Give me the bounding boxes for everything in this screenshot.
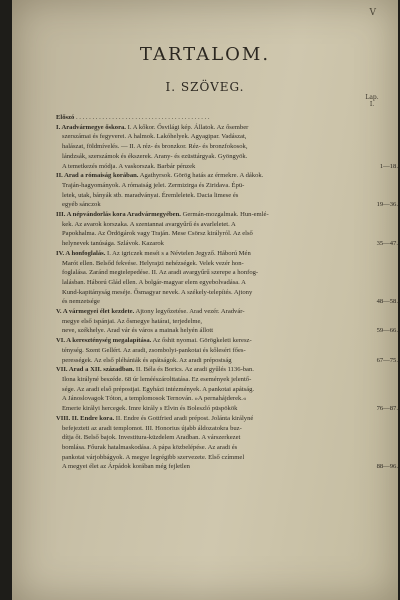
toc-entry-text: lalásban. Háború Glád ellen. A bolgár-magyar elem egyebolvadása. A — [62, 278, 246, 286]
toc-entry-text: és nemzetsége — [62, 298, 100, 306]
toc-entry-text: Kund-kapitányság meséje. Ősmagyar nevek. A székely-telepítés. Ajtony — [62, 288, 253, 296]
toc-entry-line — [56, 307, 356, 317]
toc-entry-text: letek, utak, bányák stb. maradványai. Éremleletek. Dacia limese és — [62, 191, 239, 199]
toc-entry-line — [56, 462, 356, 472]
toc-entry-line — [56, 181, 356, 191]
toc-entry — [56, 210, 398, 249]
toc-entry-label: VI. A kereszténység megalapítása. — [56, 337, 152, 345]
page-column-label: Lap. — [365, 94, 379, 101]
toc-entry-line — [56, 113, 356, 123]
toc-entry-text: Ilona királyné beszéde. 68 úr leméészárolttatása. Ez események jelentő- — [62, 375, 252, 383]
toc-entry — [56, 249, 398, 307]
toc-entry-line — [56, 346, 356, 356]
toc-entry-line — [56, 229, 356, 239]
toc-entry-line — [56, 220, 356, 230]
toc-entry-text: . . . . . . . . . . . . . . . . . . . . . . . . . . . . . . . . . . . . . . . . . — [75, 114, 210, 121]
toc-entry-line — [56, 123, 356, 133]
toc-entry-text: kek. Az avarok korszaka. A szentannai avargyűrű és avarleletet. A — [62, 220, 236, 228]
toc-entry-label: Előszó — [56, 114, 75, 121]
toc-entry-page: 19—36. — [376, 201, 398, 209]
toc-entry-text: A megyei élet az Árpádok korában még fejletlen — [62, 463, 190, 471]
page-number: V — [369, 8, 376, 18]
toc-entry-label: IV. A honfoglalás. — [56, 249, 106, 257]
toc-entry-line — [56, 453, 356, 463]
toc-entry-label: VIII. II. Endre kora. — [56, 414, 115, 422]
toc-entry-text: dítja őt. Belső bajok. Investitura-küzdelem Aradban. A várszerkezet — [62, 434, 241, 442]
toc-entry-line — [56, 326, 356, 336]
toc-entry-line — [56, 297, 356, 307]
toc-entry-page: 35—47. — [376, 240, 398, 248]
toc-entry-text: helynevek tanúsága. Szlávok. Kazarok — [62, 240, 164, 248]
toc-entry — [56, 171, 398, 210]
toc-entry-label: VII. Arad a XII. században. — [56, 366, 135, 374]
toc-entry-text: lándzsák, szerszámok és ékszerek. Arany- és ezüsttárgyak. Gyöngyök. — [62, 152, 248, 160]
toc-entry — [56, 414, 398, 472]
toc-entry-line — [56, 200, 356, 210]
toc-entry — [56, 365, 398, 414]
toc-entry-line — [56, 336, 356, 346]
toc-entry-text: pankotai várjobbágyok. A megye legrégibb szervezete. Első czímmel — [62, 453, 245, 461]
toc-entry-line — [56, 259, 356, 269]
toc-entry-line — [56, 191, 356, 201]
toc-entry-line — [56, 404, 356, 414]
toc-entry-text: A Jánoslovagok Tóton, a templomosok Ternován. »A pernahájderek.« — [62, 395, 247, 403]
toc-entry-line — [56, 249, 356, 259]
toc-entry-page: 76—87. — [376, 405, 398, 413]
book-page — [12, 0, 398, 600]
toc-entry-label: I. Aradvármegye őskora. — [56, 123, 126, 131]
toc-entry — [56, 113, 356, 123]
toc-entry-text: Marót ellen. Belsőd fekvése. Helyrajzi nehézségek. Velek vezér hon- — [62, 259, 244, 267]
toc-entry-text: Traján-hagyományok. A rómaiság jelei. Zermizirga és Ziridava. Épü- — [62, 181, 245, 189]
toc-entry — [56, 307, 398, 336]
toc-entry-text: ténység. Szent Gellért. Az aradi, zsombolyi-pankotai és kőleséri főes- — [62, 346, 246, 354]
toc-entry-line — [56, 365, 356, 375]
toc-entry-line — [56, 394, 356, 404]
toc-entry-text: bomlása. Főurak hatalmaskodása. A pápa közbelépése. Az aradi és — [62, 443, 238, 451]
toc-entry-label: II. Arad a rómaiság korában. — [56, 172, 139, 180]
toc-entry-page: 1—18. — [379, 162, 398, 170]
toc-entry-text: foglalása. Zaránd megtelepedése. II. Az aradi avargyűrű szerepe a honfog- — [62, 269, 259, 277]
toc-entry-line — [56, 424, 356, 434]
toc-entry-text: befejezteti az aradi templomot. III. Honorius újabb áldozatokra buz- — [62, 424, 242, 432]
toc-entry-page: 88—96. — [376, 463, 398, 471]
page-title: TARTALOM. — [139, 44, 271, 65]
toc-entry-line — [56, 152, 356, 162]
toc-entry-text: megye első ispánjai. Az ősmegye határai, terjedelme, — [62, 317, 203, 325]
toc-entry-text: Ajtony legyőzetése. Arad vezér. Aradvár- — [135, 308, 245, 316]
toc-entry-page: 67—75. — [376, 356, 398, 364]
toc-entry-text: halászat, földmívelés. — II. A réz- és bronzkor. Réz- és bronzfokosok, — [62, 143, 248, 151]
toc-entry-line — [56, 288, 356, 298]
toc-entry-line — [56, 385, 356, 395]
toc-entry-label: V. A vármegyei élet kezdete. — [56, 308, 135, 316]
toc-entry-page: 48—58. — [376, 298, 398, 306]
table-of-contents — [56, 113, 398, 472]
toc-entry-text: A temetkezés módja. A vaskorszak. Barbár pénzek — [62, 162, 196, 170]
toc-entry-text: Agathyrsok. Görög hatás az érmekre. A dákok. — [139, 172, 264, 180]
section-title: I. SZÖVEG. — [165, 80, 245, 94]
toc-entry-text: szerszámai és fegyverei. A halmok. Lakóhelyek. Agyagipar. Vadászat, — [62, 133, 247, 141]
toc-entry-text: Papokhalma. Az Ördögárok vagy Traján. Mese Csörsz királyról. Az első — [62, 230, 253, 238]
toc-entry-text: I. Az igriczek meséi s a Névtelen Jegyző. Háború Mén — [107, 249, 251, 257]
toc-entry-text: II. Endre és Gottfried aradi prépost. Jolánta királyné — [115, 414, 254, 422]
toc-entry — [56, 336, 398, 365]
toc-entry — [56, 123, 398, 172]
toc-entry-line — [56, 239, 356, 249]
toc-entry-line — [56, 132, 356, 142]
page-column-roman: I. — [369, 101, 375, 108]
toc-entry-text: I. A kőkor. Ősvilági kép. Állatok. Az ősember — [127, 123, 249, 131]
toc-entry-label: III. A népvándorlás kora Aradvármegyében. — [56, 211, 181, 219]
toc-entry-page: 59—66. — [376, 327, 398, 335]
toc-entry-line — [56, 317, 356, 327]
toc-entry-line — [56, 210, 356, 220]
toc-entry-line — [56, 162, 356, 172]
toc-entry-text: perességek. Az első pléhániák és apátságok. Az aradi prépostság — [62, 356, 232, 364]
page-column-header — [362, 94, 382, 108]
toc-entry-text: neve, székhelye. Arad vár és város a mainak helyén állott — [62, 327, 214, 335]
toc-entry-text: egyéb sánczok — [62, 201, 101, 209]
toc-entry-line — [56, 433, 356, 443]
toc-entry-line — [56, 414, 356, 424]
toc-entry-text: Emerie királyi hercegek. Imre király s Elvin és Boleszló püspökök — [62, 405, 238, 413]
toc-entry-line — [56, 356, 356, 366]
toc-entry-line — [56, 268, 356, 278]
toc-entry-line — [56, 278, 356, 288]
toc-entry-text: Germán-mozgalmak. Hun-emlé- — [182, 211, 269, 219]
toc-entry-line — [56, 375, 356, 385]
toc-entry-line — [56, 171, 356, 181]
toc-entry-text: sége. Az aradi első prépostjai. Egyházi intézmények. A pankotai apátság. — [62, 385, 255, 393]
toc-entry-line — [56, 142, 356, 152]
toc-entry-line — [56, 443, 356, 453]
toc-entry-text: II. Béla és Borics. Az aradi gyűlés 1136-ban. — [135, 366, 254, 374]
toc-entry-text: Az őshit nyomai. Görögkeleti keresz- — [152, 337, 252, 345]
